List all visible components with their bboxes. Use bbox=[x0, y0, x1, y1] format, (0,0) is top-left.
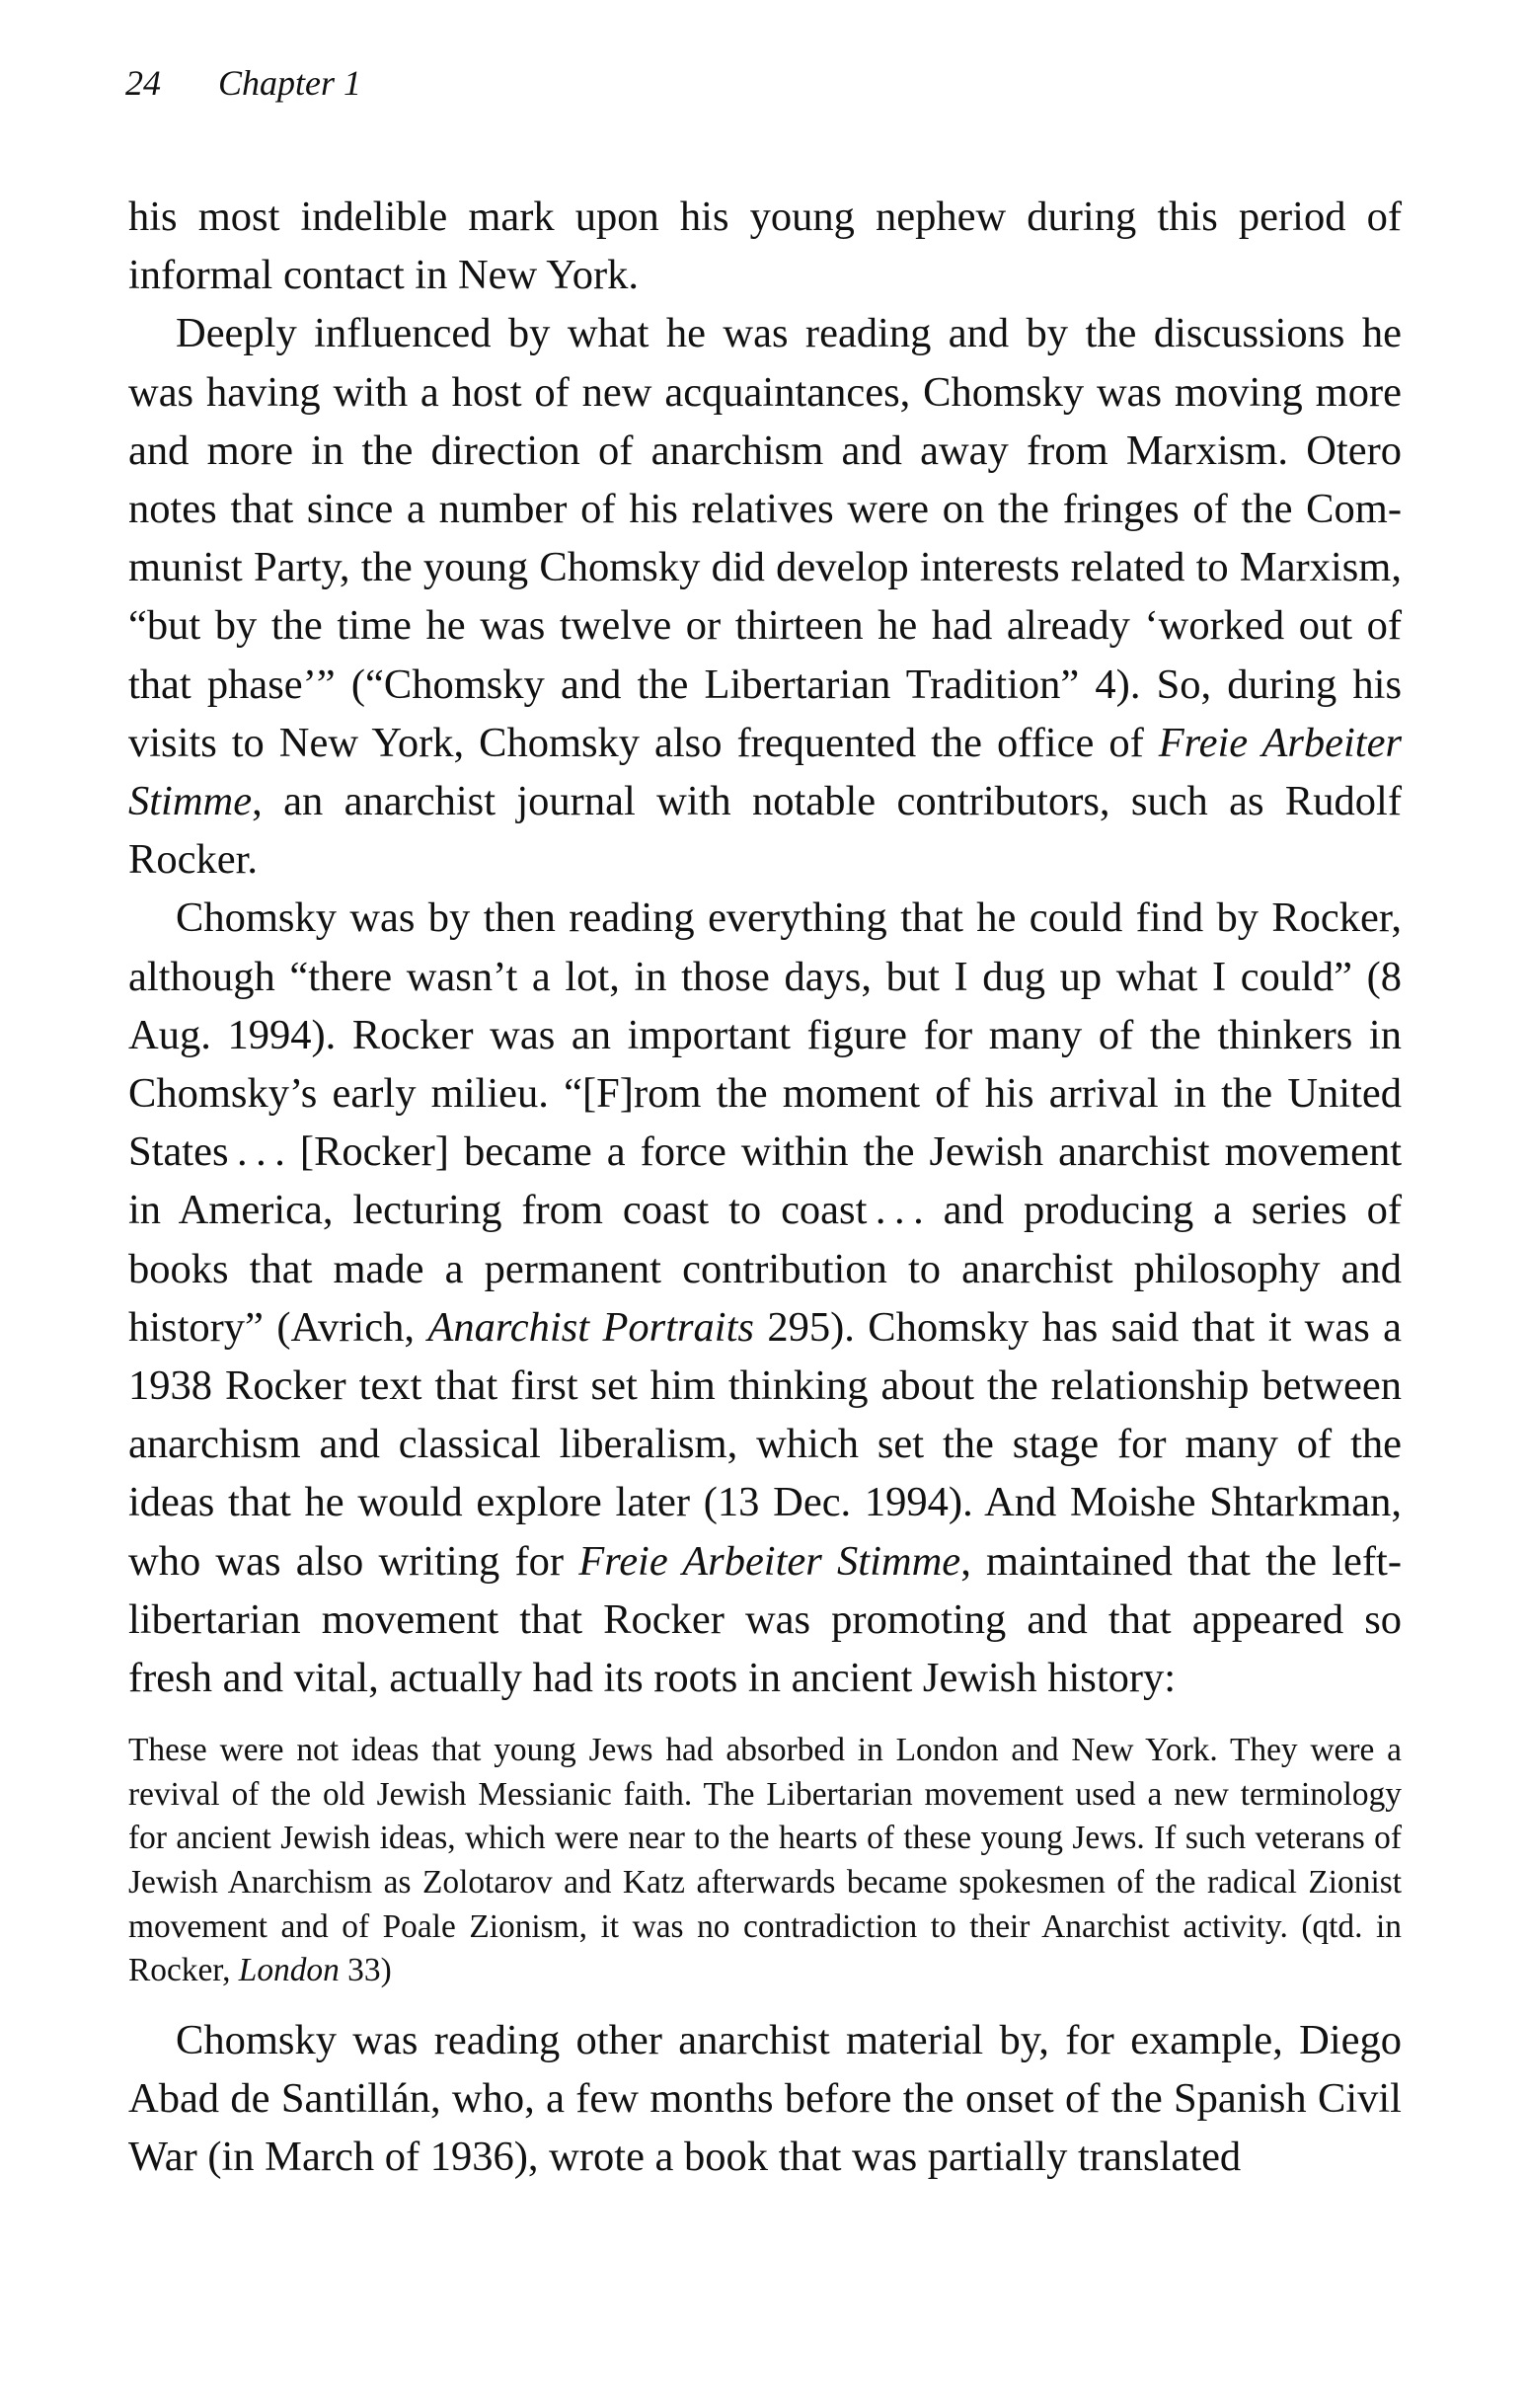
running-head bbox=[125, 61, 361, 105]
paragraph-3-text-c: , maintained that the left-libertarian movement that Rocker was promoting and that appeared so fresh and vital, actually had its roots in ancient Jewish history: bbox=[128, 1537, 1403, 1702]
paragraph-2-text-a: Deeply influenced by what he was reading and by the discussions he was having with a host of new acquaintances, Chomsky was moving more and more in the direction of anarchism and away from Marxism. Otero notes that since a number of his relatives were on the fringes of the Communist Party, the young Chomsky did develop interests related to Marxism, “but by the time he was twelve or thirteen he had already ‘worked out of that phase’” (“Chomsky and the Libertarian Tradition” 4). So, during his visits to New York, Chomsky also frequented the office of bbox=[128, 310, 1402, 766]
paragraph-3 bbox=[128, 889, 1402, 1707]
paragraph-3-journal-title: Freie Arbeiter Stimme bbox=[578, 1537, 961, 1585]
block-quote-text-b: 33) bbox=[339, 1952, 392, 1989]
paragraph-4 bbox=[128, 2011, 1402, 2187]
paragraph-4-text: Chomsky was reading other anarchist material by, for example, Diego Abad de Santillán, who, a few months before the onset of the Spanish Civil War (in March of 1936), wrote a book that was partially translated bbox=[128, 2016, 1402, 2181]
block-quote-text-a: These were not ideas that young Jews had absorbed in London and New York. They were a revival of the old Jewish Messianic faith. The Libertarian movement used a new terminology for ancient Jewish ideas, which were near to the hearts of these young Jews. If such veterans of Jewish Anarchism as Zolotarov and Katz afterwards became spokesmen of the radical Zionist movement and of Poale Zionism, it was no contradiction to their Anarchist activity. (qtd. in Rocker, bbox=[128, 1732, 1402, 1989]
body-text bbox=[128, 188, 1402, 2186]
paragraph-3-text-b: 295). Chomsky has said that it was a 1938 Rocker text that first set him thinking about the relationship between anarchism and classical liberalism, which set the stage for many of the ideas that he would explore later (13 Dec. 1994). And Moishe Shtarkman, who was also writing for bbox=[128, 1303, 1403, 1585]
paragraph-3-text-a: Chomsky was by then reading everything that he could find by Rocker, although “there wasn’t a lot, in those days, but I dug up what I could” (8 Aug. 1994). Rocker was an important figure for many of the thinkers in Chomsky’s early milieu. “[F]rom the moment of his arrival in the United States . . . [Rocker] became a force within the Jewish anarchist movement in America, lecturing from coast to coast . . . and producing a series of books that made a permanent contribution to anarchist philosophy and history” (Avrich, bbox=[128, 894, 1402, 1351]
paragraph-1 bbox=[128, 188, 1402, 304]
paragraph-1-text: his most indelible mark upon his young nephew during this period of informal contact in New York. bbox=[128, 194, 1402, 299]
paragraph-2-journal-title: Freie Arbeiter Stimme bbox=[128, 719, 1402, 825]
paragraph-3-book-title: Anarchist Portraits bbox=[427, 1303, 754, 1351]
page-number: 24 bbox=[125, 63, 161, 103]
block-quote-book-title: London bbox=[238, 1952, 340, 1989]
paragraph-2-text-b: , an anarchist journal with notable contributors, such as Rudolf Rocker. bbox=[128, 778, 1402, 884]
paragraph-2 bbox=[128, 304, 1402, 889]
block-quote bbox=[128, 1729, 1402, 1993]
chapter-title: Chapter 1 bbox=[218, 63, 362, 103]
